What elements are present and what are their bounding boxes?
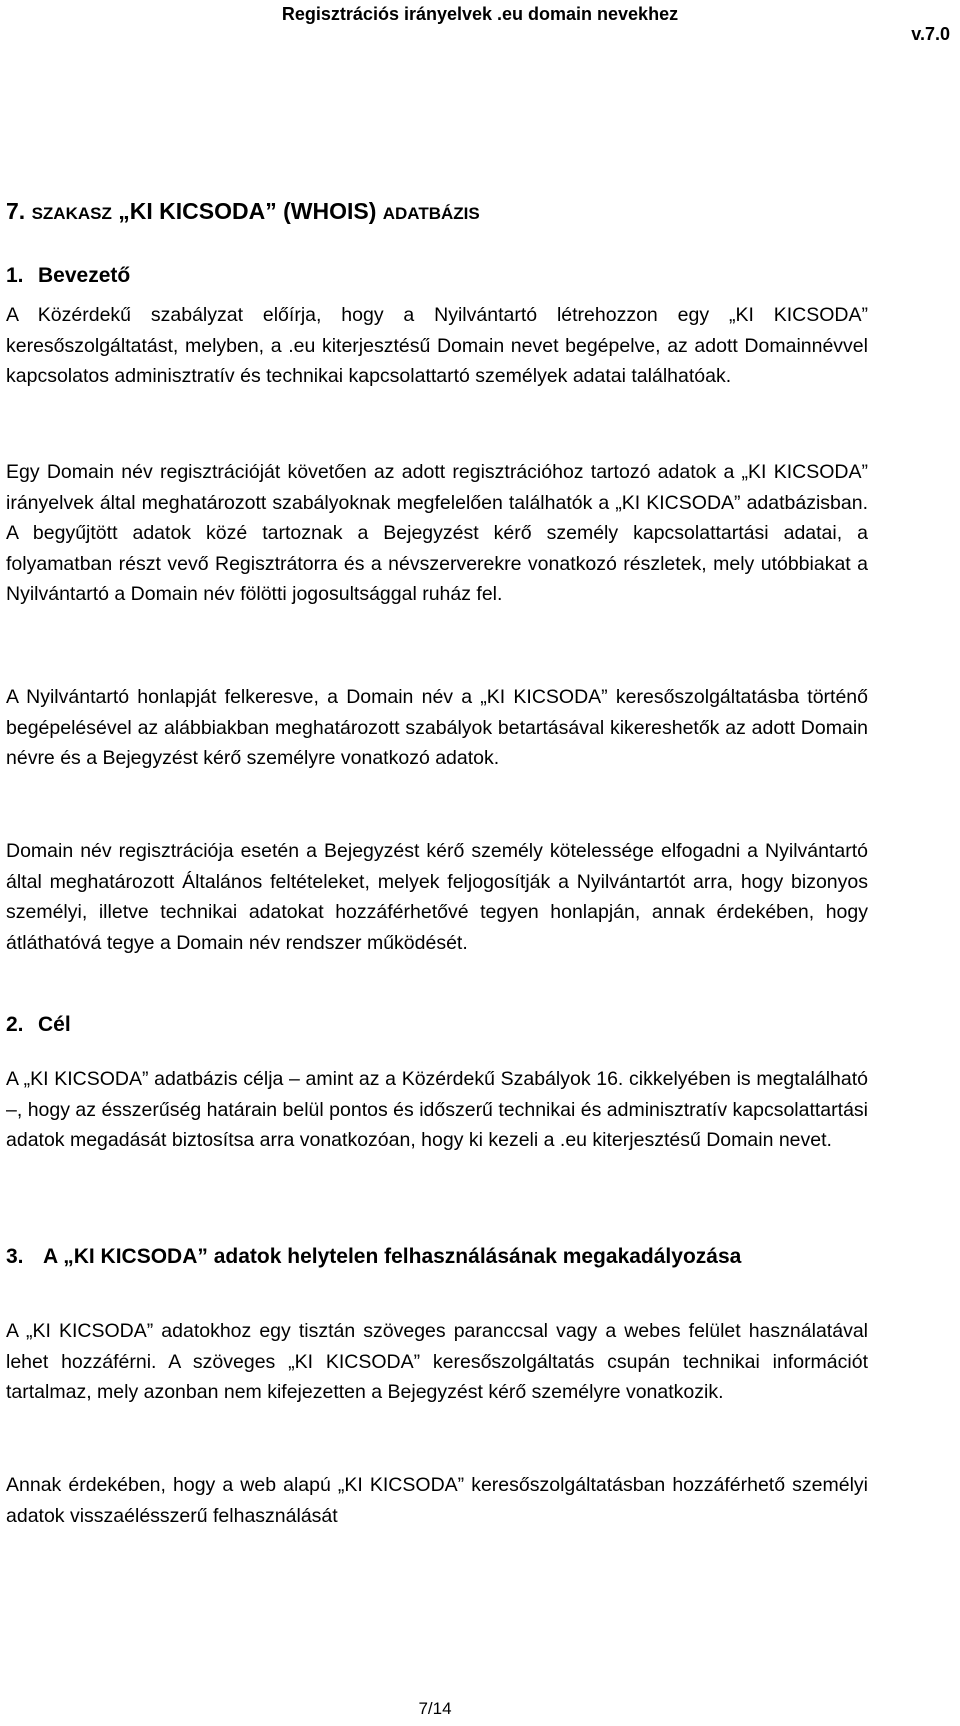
page-number: 7/14 — [418, 1699, 452, 1718]
section-suffix: ADATBÁZIS — [382, 204, 480, 223]
paragraph: Egy Domain név regisztrációját követően az adott regisztrációhoz tartozó adatok a „KI KICSODA” irányelvek által meghatározott szabályoknak megfelelően találhatók a „KI KICSODA” adatbázisban. A begyűjtött adatok közé tartoznak a Bejegyzést kérő személy kapcsolattartási adatai, a folyamatban részt vevő Regisztrátorra és a névszerverekre vonatkozó részletek, mely utóbbiakat a Nyilvántartó a Domain név fölötti jogosultsággal ruház fel. — [6, 461, 868, 606]
subheading-number: 2. — [6, 1013, 24, 1036]
subheading-title: A „KI KICSODA” adatok helytelen felhasználásának megakadályozása — [43, 1245, 742, 1268]
header-title: Regisztrációs irányelvek .eu domain nevekhez — [281, 4, 679, 24]
subheading-title: Bevezető — [38, 264, 131, 287]
paragraph: A „KI KICSODA” adatokhoz egy tisztán szöveges paranccsal vagy a webes felület használatával lehet hozzáférni. A szöveges „KI KICSODA” keresőszolgáltatás csupán technikai információt tartalmaz, mely azonban nem kifejezetten a Bejegyzést kérő személyre vonatkozik. — [6, 1320, 868, 1404]
subheading-number: 3. — [6, 1245, 24, 1268]
subheading-goal — [6, 1011, 71, 1039]
section-number: 7. — [6, 198, 26, 224]
paragraph: A „KI KICSODA” adatbázis célja – amint az a Közérdekű Szabályok 16. cikkelyében is megtalálható –, hogy az ésszerűség határain belül pontos és időszerű technikai és adminisztratív kapcsolattartási adatok megadását biztosítsa arra vonatkozóan, hogy ki kezeli a .eu kiterjesztésű Domain nevet. — [6, 1068, 868, 1152]
paragraph: Domain név regisztrációja esetén a Bejegyzést kérő személy kötelessége elfogadni a Nyilvántartó által meghatározott Általános feltételeket, melyek feljogosítják a Nyilvántartót arra, hogy bizonyos személyi, illetve technikai adatokat hozzáférhetővé tegyen honlapján, annak érdekében, hogy átláthatóvá tegye a Domain név rendszer működését. — [6, 840, 868, 954]
subheading-number: 1. — [6, 264, 24, 287]
subheading-intro — [6, 262, 130, 290]
header-version: v.7.0 — [911, 24, 950, 44]
section-heading — [6, 196, 480, 229]
subheading-misuse — [6, 1242, 866, 1272]
paragraph: Annak érdekében, hogy a web alapú „KI KICSODA” keresőszolgáltatásban hozzáférhető személyi adatok visszaélésszerű felhasználását — [6, 1474, 868, 1527]
subheading-title: Cél — [38, 1013, 71, 1036]
paragraph: A Közérdekű szabályzat előírja, hogy a Nyilvántartó létrehozzon egy „KI KICSODA” keresőszolgáltatást, melyben, a .eu kiterjesztésű Domain nevet begépelve, az adott Domainnévvel kapcsolatos adminisztratív és technikai kapcsolattartó személyek adatai találhatóak. — [6, 304, 868, 388]
section-prefix: SZAKASZ — [31, 204, 112, 223]
section-name: „KI KICSODA” (WHOIS) — [118, 198, 377, 224]
paragraph: A Nyilvántartó honlapját felkeresve, a Domain név a „KI KICSODA” keresőszolgáltatásba történő begépelésével az alábbiakban meghatározott szabályok betartásával kikereshetők az adott Domain névre és a Bejegyzést kérő személyre vonatkozó adatok. — [6, 686, 868, 770]
